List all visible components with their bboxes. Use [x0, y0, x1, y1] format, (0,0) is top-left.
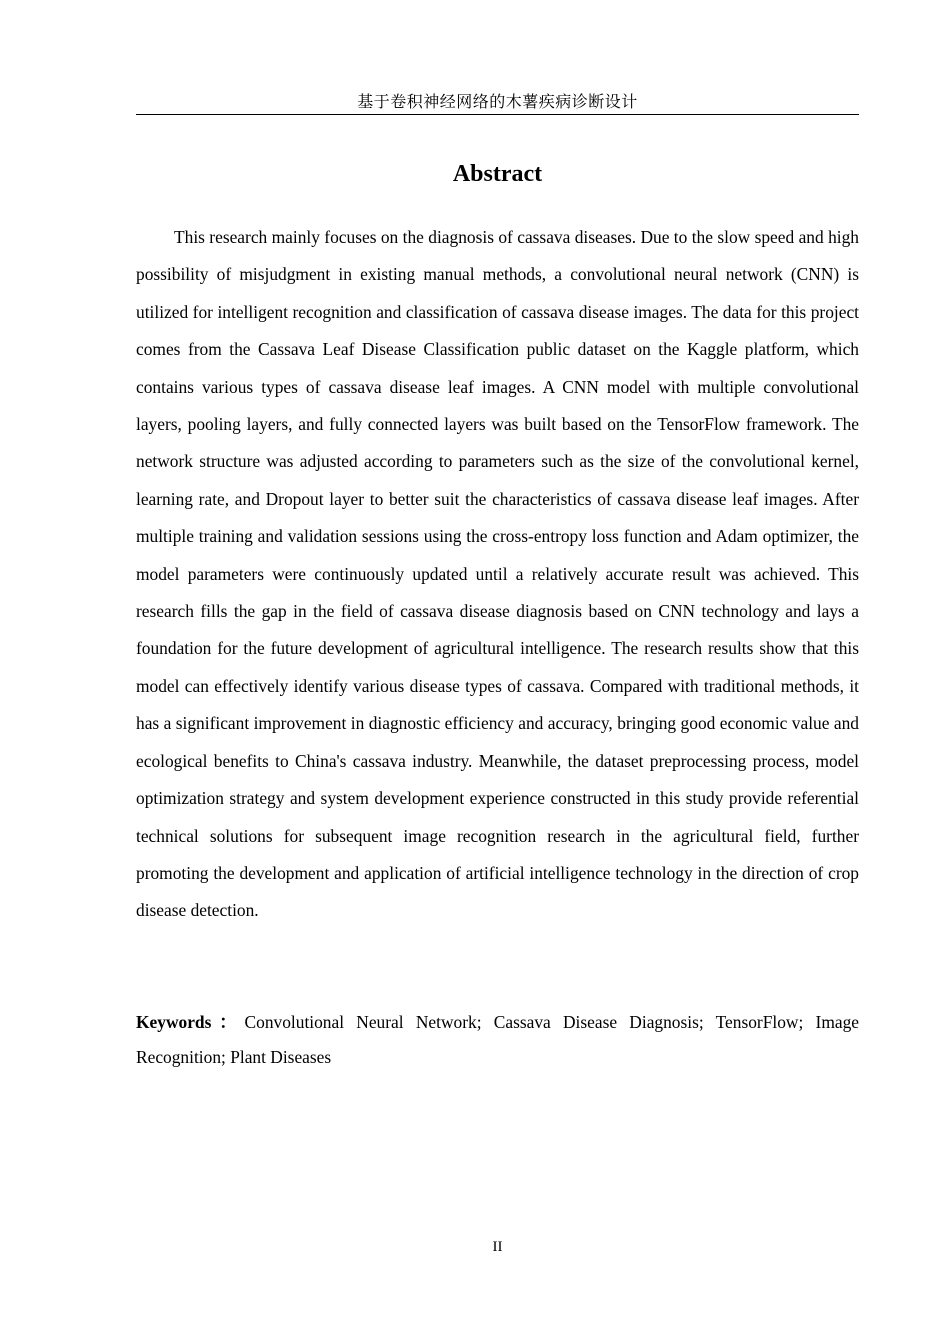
keywords-label: Keywords：	[136, 1012, 245, 1032]
running-header: 基于卷积神经网络的木薯疾病诊断设计	[357, 92, 638, 111]
page-number: II	[492, 1239, 503, 1255]
keywords-list: Convolutional Neural Network; Cassava Disease Diagnosis; TensorFlow; Image Recognition; Plant Diseases	[136, 1012, 859, 1067]
keywords-paragraph	[136, 1005, 859, 1075]
abstract-title: Abstract	[452, 161, 543, 187]
header-rule	[136, 114, 859, 115]
abstract-body: This research mainly focuses on the diagnosis of cassava diseases. Due to the slow speed and high possibility of misjudgment in existing manual methods, a convolutional neural network (CNN) is utilized for intelligent recognition and classification of cassava disease images. The data for this project comes from the Cassava Leaf Disease Classification public dataset on the Kaggle platform, which contains various types of cassava disease leaf images. A CNN model with multiple convolutional layers, pooling layers, and fully connected layers was built based on the TensorFlow framework. The network structure was adjusted according to parameters such as the size of the convolutional kernel, learning rate, and Dropout layer to better suit the characteristics of cassava disease leaf images. After multiple training and validation sessions using the cross-entropy loss function and Adam optimizer, the model parameters were continuously updated until a relatively accurate result was achieved. This research fills the gap in the field of cassava disease diagnosis based on CNN technology and lays a foundation for the future development of agricultural intelligence. The research results show that this model can effectively identify various disease types of cassava. Compared with traditional methods, it has a significant improvement in diagnostic efficiency and accuracy, bringing good economic value and ecological benefits to China's cassava industry. Meanwhile, the dataset preprocessing process, model optimization strategy and system development experience constructed in this study provide referential technical solutions for subsequent image recognition research in the agricultural field, further promoting the development and application of artificial intelligence technology in the direction of crop disease detection.	[136, 227, 859, 921]
